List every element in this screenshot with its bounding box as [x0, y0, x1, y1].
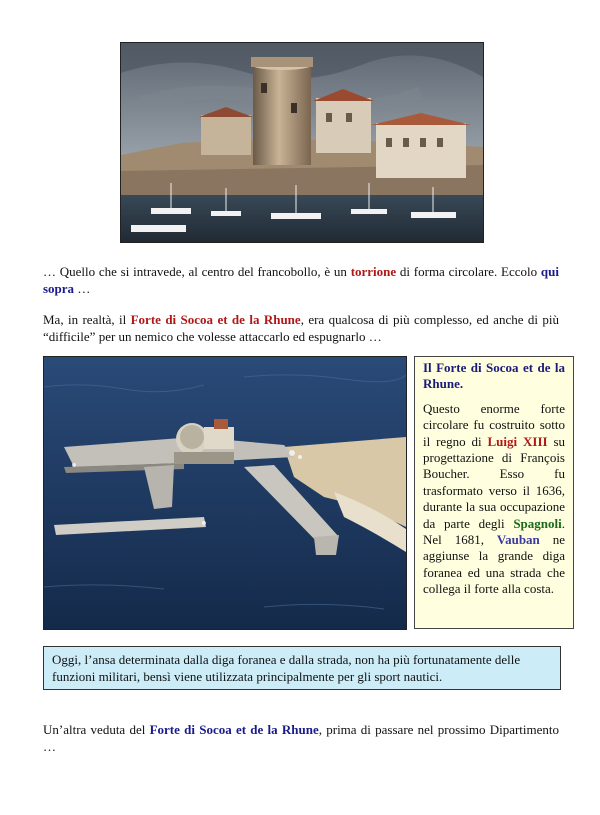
text-segment: , era qualcosa di più complesso, ed anche di più “difficile” per un nemico che volesse attaccarlo ed espugnarlo … [43, 312, 559, 344]
info-box-title: Il Forte di Socoa et de la Rhune. [423, 360, 565, 392]
text-segment: Ma, in realtà, il [43, 312, 131, 327]
text-segment: . Nel 1681, [423, 515, 565, 548]
note-box: Oggi, l’ansa determinata dalla diga foranea e dalla strada, non ha più fortunatamente delle funzioni militari, bensì viene utilizzata principalmente per gli sport nautici. [43, 646, 561, 690]
highlight-qui-sopra: qui sopra [43, 264, 559, 296]
highlight-torrione: torrione [350, 264, 397, 279]
highlight-vauban: Vauban [496, 532, 540, 548]
paragraph-forte-intro [43, 311, 559, 345]
aerial-fort-photo [43, 356, 407, 630]
fort-photo [120, 42, 484, 243]
info-box-body [423, 401, 565, 598]
text-segment: … Quello che si intravede, al centro del francobollo, è un [43, 264, 351, 279]
text-segment: ne aggiunse la grande diga foranea ed una strada che collega il forte alla costa. [423, 532, 565, 597]
text-segment: Questo enorme forte circolare fu costruito sotto il regno di [423, 400, 565, 449]
text-segment: di forma circolare. Eccolo [396, 264, 541, 279]
highlight-forte-name-2: Forte di Socoa et de la Rhune [149, 722, 319, 737]
fort-info-box [414, 356, 574, 629]
text-segment: su progettazione di François Boucher. Esso fu trasformato verso il 1636, durante la sua occupazione da parte degli [423, 433, 565, 531]
text-segment: , prima di passare nel prossimo Dipartimento … [43, 722, 560, 754]
highlight-luigi: Luigi XIII [487, 433, 548, 449]
highlight-spagnoli: Spagnoli [513, 515, 562, 531]
paragraph-closing [43, 721, 559, 755]
paragraph-torrione [43, 263, 559, 297]
text-segment: Un’altra veduta del [43, 722, 150, 737]
text-segment: … [74, 281, 91, 296]
highlight-forte-name: Forte di Socoa et de la Rhune [130, 312, 301, 327]
